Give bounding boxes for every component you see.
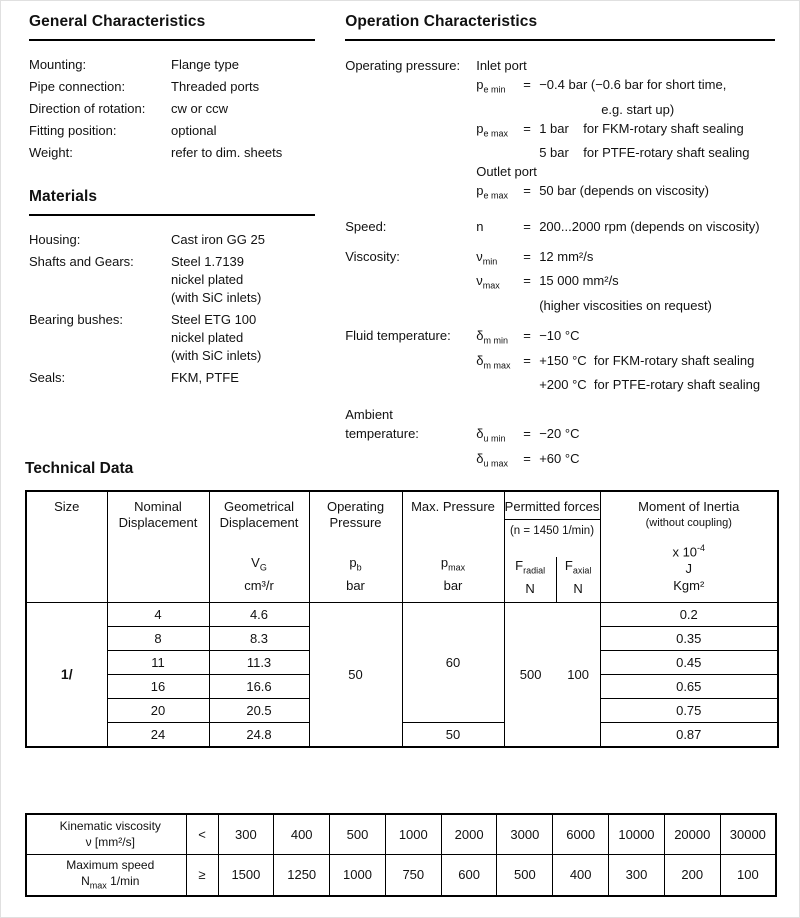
moment-of-inertia-cell: 0.87 bbox=[600, 723, 778, 747]
spec-value bbox=[171, 311, 315, 365]
spec-value-line: optional bbox=[171, 123, 217, 138]
geometrical-displacement-cell: 11.3 bbox=[209, 651, 309, 675]
op-value-text: −20 °C bbox=[539, 426, 580, 442]
geometrical-displacement-cell: 24.8 bbox=[209, 723, 309, 747]
col-header-permitted-forces bbox=[504, 491, 600, 603]
viscosity-value-cell: 1000 bbox=[330, 855, 386, 896]
op-group-label: Viscosity: bbox=[345, 248, 400, 264]
tech-data-row bbox=[26, 603, 778, 627]
spec-value-line: refer to dim. sheets bbox=[171, 145, 283, 160]
op-symbol: $p_{e min}$ bbox=[476, 77, 506, 95]
op-value-text: 12 mm²/s bbox=[539, 248, 594, 264]
nominal-displacement-cell: 8 bbox=[107, 627, 209, 651]
f-axial-value: 100 bbox=[567, 666, 589, 682]
op-line bbox=[476, 326, 775, 351]
op-group bbox=[345, 247, 775, 315]
viscosity-value-cell: 500 bbox=[497, 855, 553, 896]
viscosity-speed-body bbox=[26, 814, 776, 896]
viscosity-speed-table bbox=[25, 813, 777, 897]
spec-value-line: (with SiC inlets) bbox=[171, 348, 262, 363]
viscosity-value-cell: 400 bbox=[274, 814, 330, 855]
op-group-content bbox=[476, 326, 775, 394]
spec-label: Mounting: bbox=[29, 57, 87, 72]
op-line bbox=[476, 119, 775, 144]
op-line bbox=[476, 424, 775, 449]
permitted-forces-subcolumns bbox=[505, 557, 600, 602]
op-equals: = bbox=[523, 183, 531, 199]
max-pressure-upper-cell: 60 bbox=[402, 603, 504, 723]
spec-label: Fitting position: bbox=[29, 123, 117, 138]
spec-row bbox=[29, 144, 315, 162]
op-value-text: +60 °C bbox=[539, 450, 580, 466]
viscosity-value-cell: 100 bbox=[720, 855, 776, 896]
op-symbol: $p_{e max}$ bbox=[476, 183, 508, 201]
op-value-text: −0.4 bar (−0.6 bar for short time, bbox=[539, 77, 727, 92]
op-value-text: −10 °C bbox=[539, 327, 580, 343]
moment-of-inertia-cell: 0.2 bbox=[600, 603, 778, 627]
spec-value bbox=[171, 231, 315, 249]
spec-value bbox=[171, 122, 315, 140]
spec-value-line: Steel ETG 100 bbox=[171, 312, 257, 327]
viscosity-value-cell: 1500 bbox=[218, 855, 274, 896]
op-value-text: 200...2000 rpm (depends on viscosity) bbox=[539, 218, 760, 234]
op-line bbox=[476, 351, 775, 376]
spec-value-line: Cast iron GG 25 bbox=[171, 232, 265, 247]
op-equals: = bbox=[523, 248, 531, 264]
moment-of-inertia-note: (without coupling) bbox=[645, 517, 732, 529]
spec-label: Housing: bbox=[29, 232, 81, 247]
op-symbol: $p_{e max}$ bbox=[476, 120, 508, 139]
op-group-label: Fluid temperature: bbox=[345, 327, 451, 343]
permitted-forces-note: (n = 1450 1/min) bbox=[509, 525, 595, 537]
viscosity-row-label: Maximum speed $N_{max}$ 1/min bbox=[26, 855, 186, 896]
materials-list bbox=[29, 231, 315, 387]
col-header-operating-pressure: Operating Pressure $p_b$ bar bbox=[309, 491, 402, 603]
viscosity-value-cell: 300 bbox=[609, 855, 665, 896]
spec-label: Shafts and Gears: bbox=[29, 254, 134, 269]
viscosity-value-cell: 1250 bbox=[274, 855, 330, 896]
nominal-displacement-cell: 24 bbox=[107, 723, 209, 747]
op-group bbox=[345, 326, 775, 394]
technical-data-table bbox=[25, 490, 779, 748]
col-header-max-pressure: Max. Pressure $p_{max}$ bar bbox=[402, 491, 504, 603]
viscosity-value-cell: 200 bbox=[664, 855, 720, 896]
op-equals: = bbox=[523, 327, 531, 343]
permitted-forces-cell bbox=[504, 603, 600, 747]
viscosity-value-cell: 400 bbox=[553, 855, 609, 896]
op-equals bbox=[523, 100, 539, 119]
op-value-text: +150 °C for FKM-rotary shaft sealing bbox=[539, 352, 755, 368]
geometrical-displacement-cell: 16.6 bbox=[209, 675, 309, 699]
op-group-label: Speed: bbox=[345, 218, 387, 234]
op-value-text: 15 000 mm²/s bbox=[539, 273, 619, 289]
op-symbol: n bbox=[476, 218, 484, 234]
viscosity-value-cell: 6000 bbox=[553, 814, 609, 855]
spec-value-line: Flange type bbox=[171, 57, 239, 72]
spec-row bbox=[29, 56, 315, 74]
viscosity-table-row bbox=[26, 855, 776, 896]
viscosity-value-cell: 300 bbox=[218, 814, 274, 855]
op-line bbox=[476, 75, 775, 100]
spec-value-line: (with SiC inlets) bbox=[171, 290, 262, 305]
f-radial-value: 500 bbox=[519, 666, 542, 682]
op-line bbox=[476, 181, 775, 206]
right-column bbox=[345, 13, 775, 469]
op-symbol: $\delta_{u max}$ bbox=[476, 450, 508, 469]
viscosity-table-row bbox=[26, 814, 776, 855]
spec-value-line: nickel plated bbox=[171, 330, 244, 345]
col-header-size: Size bbox=[26, 491, 107, 603]
op-equals: = bbox=[523, 120, 531, 136]
materials-section bbox=[29, 188, 315, 387]
general-characteristics-list bbox=[29, 56, 315, 162]
spec-label: Pipe connection: bbox=[29, 79, 126, 94]
op-group bbox=[345, 217, 775, 236]
moment-of-inertia-cell: 0.75 bbox=[600, 699, 778, 723]
operation-characteristics-list bbox=[345, 56, 775, 473]
op-group-label: Operating pressure: bbox=[345, 58, 461, 73]
op-line bbox=[476, 247, 775, 272]
op-line bbox=[476, 271, 775, 296]
left-column bbox=[29, 13, 315, 460]
viscosity-value-cell: 600 bbox=[441, 855, 497, 896]
col-header-nominal-displacement: Nominal Displacement bbox=[107, 491, 209, 603]
operating-pressure-cell: 50 bbox=[309, 603, 402, 747]
op-line bbox=[476, 143, 775, 162]
moment-of-inertia-cell: 0.65 bbox=[600, 675, 778, 699]
op-symbol: $\nu_{min}$ bbox=[476, 248, 498, 267]
viscosity-row-label: Kinematic viscosity ν [mm²/s] bbox=[26, 814, 186, 855]
viscosity-value-cell: 2000 bbox=[441, 814, 497, 855]
general-characteristics-title: General Characteristics bbox=[29, 13, 315, 41]
op-equals: = bbox=[523, 450, 531, 466]
moment-of-inertia-cell: 0.35 bbox=[600, 627, 778, 651]
spec-row bbox=[29, 100, 315, 118]
tech-data-row bbox=[26, 723, 778, 747]
spec-row bbox=[29, 122, 315, 140]
spec-value-line: Steel 1.7139 bbox=[171, 254, 245, 269]
op-symbol: $\delta_{m min}$ bbox=[476, 327, 508, 346]
materials-title: Materials bbox=[29, 188, 315, 216]
spec-label: Weight: bbox=[29, 145, 73, 160]
op-equals bbox=[523, 375, 539, 394]
nominal-displacement-cell: 16 bbox=[107, 675, 209, 699]
forces-radial-header: $F_{radial}$ N bbox=[505, 557, 557, 602]
spec-value bbox=[171, 100, 315, 118]
op-symbol bbox=[476, 143, 523, 162]
technical-data-title: Technical Data bbox=[25, 460, 134, 477]
comparison-operator-cell: < bbox=[186, 814, 218, 855]
col-header-moment-of-inertia: Moment of Inertia (without coupling) x $10^{-4}$ J Kgm² bbox=[600, 491, 778, 603]
viscosity-value-cell: 20000 bbox=[664, 814, 720, 855]
op-line bbox=[476, 296, 775, 315]
spec-row bbox=[29, 78, 315, 96]
op-group-content bbox=[476, 247, 775, 315]
op-symbol bbox=[476, 296, 523, 315]
op-value-text: e.g. start up) bbox=[601, 101, 675, 117]
viscosity-value-cell: 1000 bbox=[385, 814, 441, 855]
op-line: Outlet port bbox=[476, 164, 537, 180]
moment-of-inertia-cell: 0.45 bbox=[600, 651, 778, 675]
op-symbol: $\delta_{u min}$ bbox=[476, 426, 506, 444]
spec-value bbox=[171, 144, 315, 162]
moment-of-inertia-label: Moment of Inertia bbox=[638, 499, 740, 514]
op-group bbox=[345, 56, 775, 206]
op-line bbox=[476, 449, 775, 474]
op-value-text: +200 °C for PTFE-rotary shaft sealing bbox=[539, 377, 761, 393]
spec-value-line: cw or ccw bbox=[171, 101, 229, 116]
op-equals: = bbox=[523, 218, 531, 234]
op-symbol bbox=[476, 100, 523, 119]
spec-value bbox=[171, 369, 315, 387]
op-value-text: 5 bar for PTFE-rotary shaft sealing bbox=[539, 145, 750, 161]
op-value-text: (higher viscosities on request) bbox=[539, 297, 712, 313]
op-symbol: $\delta_{m max}$ bbox=[476, 352, 511, 371]
op-equals: = bbox=[523, 273, 531, 289]
spec-value bbox=[171, 56, 315, 74]
viscosity-value-cell: 3000 bbox=[497, 814, 553, 855]
geometrical-displacement-cell: 8.3 bbox=[209, 627, 309, 651]
comparison-operator-cell: ≥ bbox=[186, 855, 218, 896]
nominal-displacement-cell: 20 bbox=[107, 699, 209, 723]
op-group-label: Ambient temperature: bbox=[345, 407, 419, 442]
op-symbol bbox=[476, 375, 523, 394]
spec-value bbox=[171, 78, 315, 96]
nominal-displacement-cell: 4 bbox=[107, 603, 209, 627]
spec-value-line: FKM, PTFE bbox=[171, 370, 239, 385]
tech-header-row bbox=[26, 491, 778, 603]
op-line bbox=[476, 217, 775, 236]
forces-values bbox=[505, 667, 600, 682]
op-line bbox=[476, 375, 775, 394]
op-value-text: 1 bar for FKM-rotary shaft sealing bbox=[539, 120, 744, 136]
spec-value bbox=[171, 253, 315, 307]
forces-axial-header: $F_{axial}$ N bbox=[564, 558, 592, 596]
op-equals: = bbox=[523, 77, 531, 92]
spec-value-line: Threaded ports bbox=[171, 79, 260, 94]
spec-value-line: nickel plated bbox=[171, 272, 244, 287]
spec-row bbox=[29, 311, 315, 365]
op-equals bbox=[523, 296, 539, 315]
op-symbol: $\nu_{max}$ bbox=[476, 273, 500, 291]
viscosity-value-cell: 30000 bbox=[720, 814, 776, 855]
operation-characteristics-title: Operation Characteristics bbox=[345, 13, 775, 41]
viscosity-value-cell: 10000 bbox=[609, 814, 665, 855]
spec-label: Direction of rotation: bbox=[29, 101, 146, 116]
geometrical-displacement-cell: 4.6 bbox=[209, 603, 309, 627]
nominal-displacement-cell: 11 bbox=[107, 651, 209, 675]
op-line: Inlet port bbox=[476, 58, 527, 73]
viscosity-value-cell: 500 bbox=[330, 814, 386, 855]
col-header-geometrical-displacement: Geometrical Displacement $V_G$ cm³/r bbox=[209, 491, 309, 603]
op-group-content bbox=[476, 405, 775, 473]
op-equals: = bbox=[523, 352, 531, 368]
spec-label: Bearing bushes: bbox=[29, 312, 123, 327]
op-group-content bbox=[476, 56, 775, 206]
permitted-forces-label: Permitted forces bbox=[505, 492, 600, 520]
max-pressure-lower-cell: 50 bbox=[402, 723, 504, 747]
spec-row bbox=[29, 369, 315, 387]
spec-row bbox=[29, 231, 315, 249]
spec-label: Seals: bbox=[29, 370, 66, 385]
op-group bbox=[345, 405, 775, 473]
op-group-content bbox=[476, 217, 775, 236]
op-equals bbox=[523, 143, 539, 162]
op-value-text: 50 bar (depends on viscosity) bbox=[539, 183, 710, 199]
size-value-cell: 1/ bbox=[26, 603, 107, 747]
op-equals: = bbox=[523, 426, 531, 442]
technical-data-body bbox=[26, 603, 778, 747]
geometrical-displacement-cell: 20.5 bbox=[209, 699, 309, 723]
viscosity-value-cell: 750 bbox=[385, 855, 441, 896]
op-line bbox=[476, 100, 775, 119]
spec-row bbox=[29, 253, 315, 307]
